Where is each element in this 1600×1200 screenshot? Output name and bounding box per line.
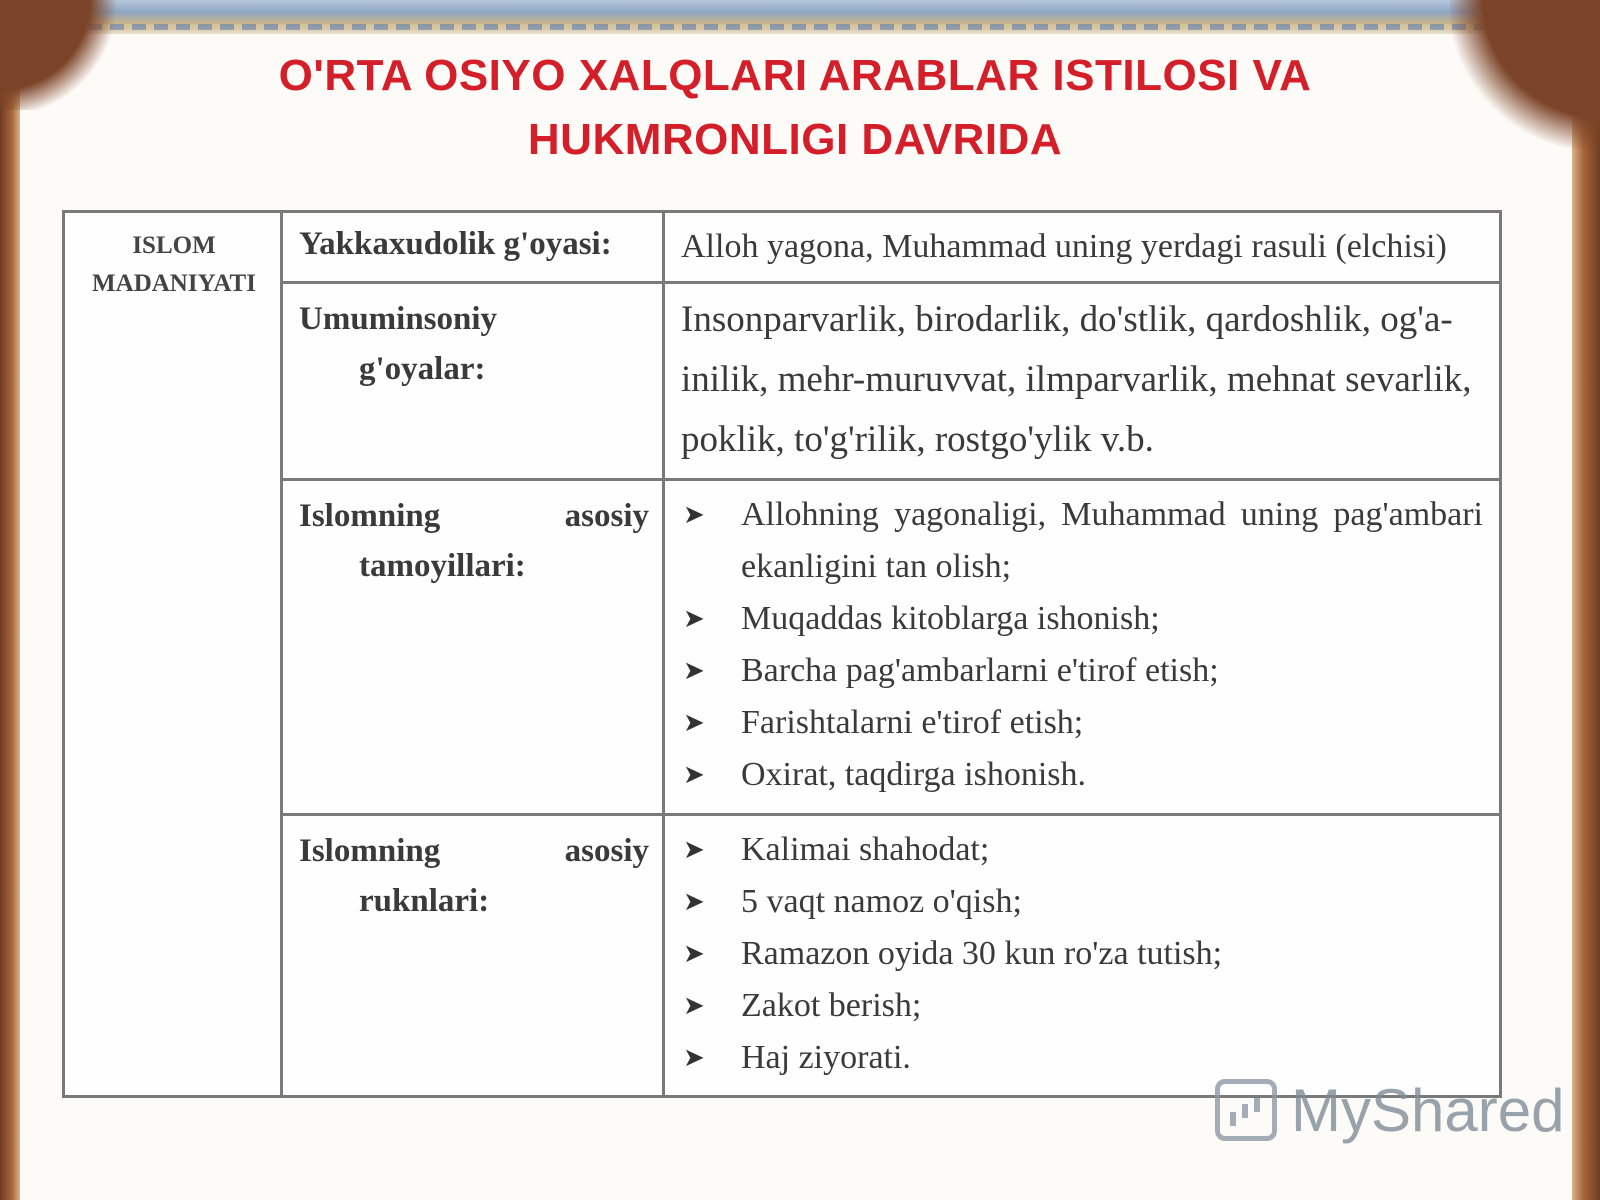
- row-2-value: [665, 284, 1499, 478]
- arrow-bullet-icon: ➤: [683, 656, 705, 686]
- list-item: ➤ Zakot berish;: [681, 980, 1483, 1032]
- arrow-bullet-icon: ➤: [683, 939, 705, 969]
- decorative-left-border: [0, 0, 20, 1200]
- decorative-right-border: [1572, 0, 1600, 1200]
- watermark-text: MyShared: [1291, 1076, 1565, 1144]
- row-4-label-word-2: asosiy: [564, 833, 649, 869]
- slide-title: [160, 44, 1430, 172]
- list-item: ➤ Oxirat, taqdirga ishonish.: [681, 749, 1483, 801]
- slide-title-line-2: HUKMRONLIGI DAVRIDA: [527, 115, 1063, 164]
- row-3-label-word-1: Islomning: [299, 498, 441, 534]
- row-1-value-text: Alloh yagona, Muhammad uning yerdagi rasuli (elchisi): [681, 228, 1447, 265]
- principles-list: [681, 489, 1483, 801]
- list-item: ➤ 5 vaqt namoz o'qish;: [681, 876, 1483, 928]
- decorative-top-border: [0, 0, 1600, 34]
- slide-title-line-1: O'RTA OSIYO XALQLARI ARABLAR ISTILOSI VA: [278, 51, 1312, 100]
- arrow-bullet-icon: ➤: [683, 760, 705, 790]
- arrow-bullet-icon: ➤: [683, 991, 705, 1021]
- row-4-label: [283, 816, 665, 1095]
- category-line-2: MADANIYATI: [92, 270, 256, 297]
- row-2-label-line-2: g'oyalar:: [359, 351, 486, 387]
- row-1-value: [665, 213, 1499, 281]
- row-3-value: [665, 481, 1499, 813]
- pillars-list: [681, 824, 1483, 1084]
- islam-culture-table: [62, 210, 1502, 1098]
- arrow-bullet-icon: ➤: [683, 604, 705, 634]
- list-item: ➤ Kalimai shahodat;: [681, 824, 1483, 876]
- row-4-label-line-2: ruknlari:: [359, 883, 490, 919]
- decorative-corner-top-left: [0, 0, 120, 110]
- list-item: ➤ Muqaddas kitoblarga ishonish;: [681, 593, 1483, 645]
- row-4-label-line-1: [299, 826, 649, 876]
- row-2-label-line-1: Umuminsoniy: [299, 301, 498, 337]
- list-item: ➤ Allohning yagonaligi, Muhammad uning pag'ambari ekanligini tan olish;: [681, 489, 1483, 593]
- list-item: ➤ Haj ziyorati.: [681, 1032, 1483, 1084]
- myshared-watermark: [1215, 1070, 1564, 1150]
- row-4-value: [665, 816, 1499, 1095]
- row-2-value-text: Insonparvarlik, birodarlik, do'stlik, qardoshlik, og'a-inilik, mehr-muruvvat, ilmparvarlik, mehnat sevarlik, poklik, to'g'rilik, rostgo'ylik v.b.: [681, 299, 1472, 460]
- row-1-label-text: Yakkaxudolik g'oyasi:: [299, 226, 612, 262]
- category-line-1: ISLOM: [132, 232, 216, 259]
- category-cell: [65, 213, 283, 1095]
- arrow-bullet-icon: ➤: [683, 835, 705, 865]
- row-3-label-line-1: [299, 491, 649, 541]
- row-1-label: [283, 213, 665, 281]
- row-3-label-line-2: tamoyillari:: [359, 548, 526, 584]
- list-item: ➤ Farishtalarni e'tirof etish;: [681, 697, 1483, 749]
- row-2-label: [283, 284, 665, 478]
- row-4-label-word-1: Islomning: [299, 833, 441, 869]
- row-3-label: [283, 481, 665, 813]
- list-item: ➤ Barcha pag'ambarlarni e'tirof etish;: [681, 645, 1483, 697]
- presentation-chart-icon: [1215, 1079, 1277, 1141]
- decorative-corner-top-right: [1450, 0, 1600, 150]
- row-3-label-word-2: asosiy: [564, 498, 649, 534]
- list-item: ➤ Ramazon oyida 30 kun ro'za tutish;: [681, 928, 1483, 980]
- arrow-bullet-icon: ➤: [683, 708, 705, 738]
- arrow-bullet-icon: ➤: [683, 500, 705, 530]
- arrow-bullet-icon: ➤: [683, 1043, 705, 1073]
- arrow-bullet-icon: ➤: [683, 887, 705, 917]
